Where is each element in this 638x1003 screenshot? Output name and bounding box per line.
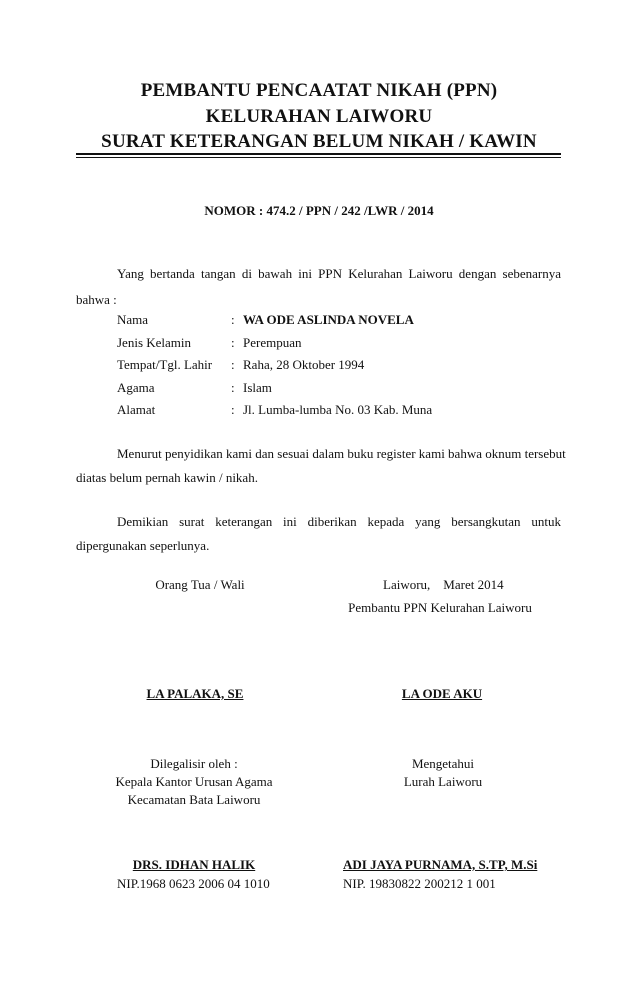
header-rule-thin (76, 157, 561, 158)
approval-left-line-2: Kepala Kantor Urusan Agama (115, 774, 273, 789)
approval-right-line-1: Mengetahui (411, 756, 475, 771)
signature-left-title: Orang Tua / Wali (155, 577, 245, 592)
approval-right-nip: NIP. 19830822 200212 1 001 (343, 876, 496, 891)
approval-left-name: DRS. IDHAN HALIK (132, 857, 256, 872)
field-value-jenis-kelamin: Perempuan (243, 335, 302, 350)
header-title-line3: SURAT KETERANGAN BELUM NIKAH / KAWIN (101, 131, 537, 152)
header-rule-thick (76, 153, 561, 155)
paragraph-1-line-1: Menurut penyidikan kami dan sesuai dalam buku register kami bahwa oknum tersebut (117, 446, 566, 461)
field-value-alamat: Jl. Lumba-lumba No. 03 Kab. Muna (243, 402, 433, 417)
approval-left-line-3: Kecamatan Bata Laiworu (127, 792, 261, 807)
approval-left-nip: NIP.1968 0623 2006 04 1010 (117, 876, 270, 891)
paragraph-2-line-2: dipergunakan seperlunya. (76, 538, 210, 553)
field-label-tempat-tgl-lahir: Tempat/Tgl. Lahir (117, 357, 213, 372)
field-colon: : (231, 312, 235, 327)
header-title-line2: KELURAHAN LAIWORU (205, 106, 433, 127)
field-colon: : (231, 402, 235, 417)
field-colon: : (231, 335, 235, 350)
signature-right-title: Pembantu PPN Kelurahan Laiworu (348, 600, 532, 615)
header-title-line1: PEMBANTU PENCAATAT NIKAH (PPN) (140, 80, 498, 101)
field-label-jenis-kelamin: Jenis Kelamin (117, 335, 192, 350)
field-label-agama: Agama (117, 380, 155, 395)
field-label-nama: Nama (117, 312, 149, 327)
intro-line-2: bahwa : (76, 292, 117, 307)
field-colon: : (231, 357, 235, 372)
intro-line-1: Yang bertanda tangan di bawah ini PPN Kelurahan Laiworu dengan sebenarnya (117, 266, 561, 281)
approval-right-name: ADI JAYA PURNAMA, S.TP, M.Si (343, 857, 538, 872)
approval-left-line-1: Dilegalisir oleh : (150, 756, 238, 771)
field-value-agama: Islam (243, 380, 272, 395)
field-colon: : (231, 380, 235, 395)
field-value-nama: WA ODE ASLINDA NOVELA (243, 312, 414, 327)
paragraph-1-line-2: diatas belum pernah kawin / nikah. (76, 470, 258, 485)
field-value-tempat-tgl-lahir: Raha, 28 Oktober 1994 (243, 357, 365, 372)
approval-right-line-2: Lurah Laiworu (403, 774, 483, 789)
field-label-alamat: Alamat (117, 402, 156, 417)
signature-left-name: LA PALAKA, SE (146, 686, 244, 701)
paragraph-2-line-1: Demikian surat keterangan ini diberikan kepada yang bersangkutan untuk (117, 514, 561, 529)
document-number: NOMOR : 474.2 / PPN / 242 /LWR / 2014 (204, 203, 434, 218)
signature-right-name: LA ODE AKU (401, 686, 483, 701)
signature-place-date: Laiworu, Maret 2014 (383, 577, 504, 592)
